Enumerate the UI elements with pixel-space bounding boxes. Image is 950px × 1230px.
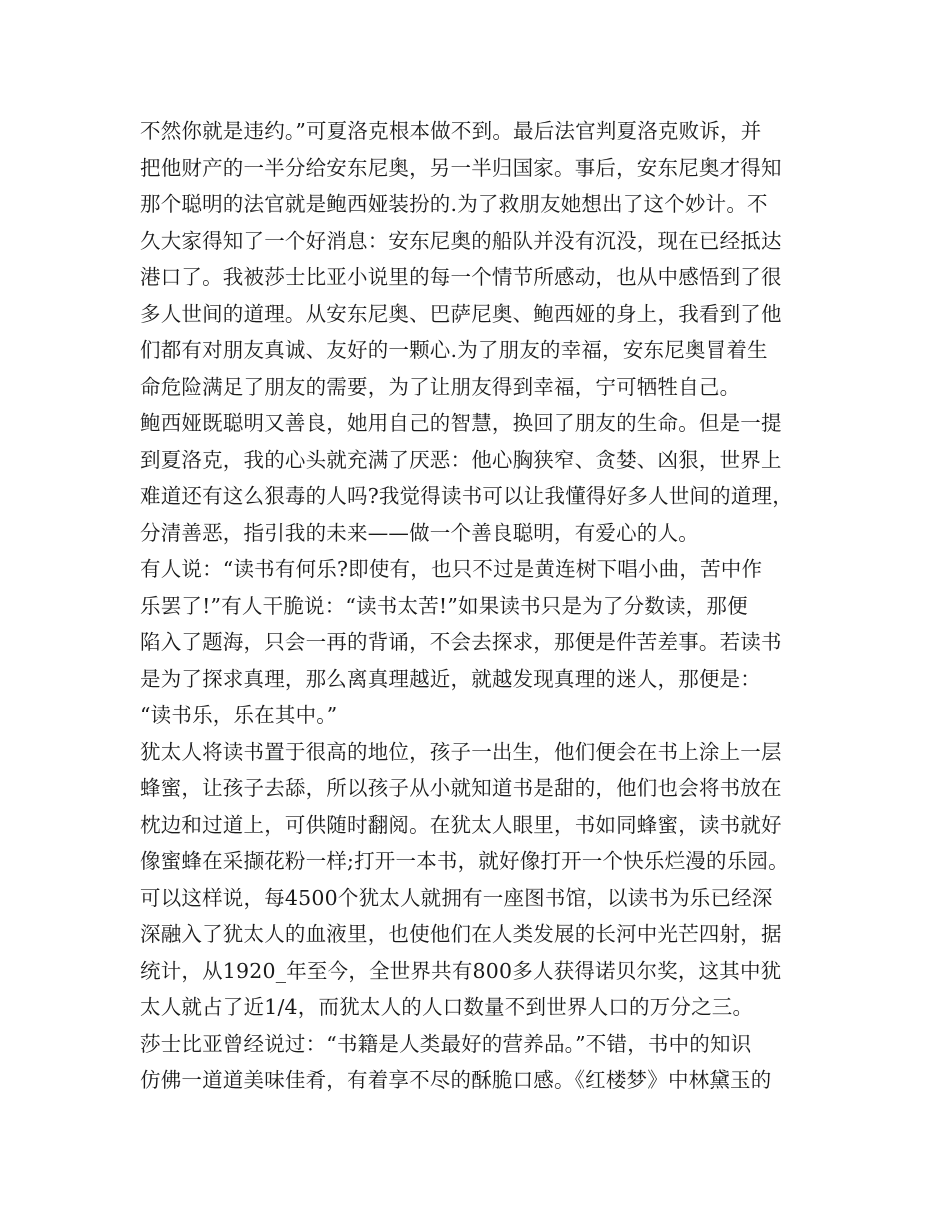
text-line: 那个聪明的法官就是鲍西娅装扮的.为了救朋友她想出了这个妙计。不	[140, 192, 768, 216]
text-line: 鲍西娅既聪明又善良，她用自己的智慧，换回了朋友的生命。但是一提	[140, 411, 782, 435]
text-line: 命危险满足了朋友的需要，为了让朋友得到幸福，宁可牺牲自己。	[140, 374, 741, 399]
text-line: 仿佛一道道美味佳肴，有着享不尽的酥脆口感。《红楼梦》中林黛玉的	[140, 1068, 772, 1092]
text-line: 有人说：“读书有何乐?即使有，也只不过是黄连树下唱小曲，苦中作	[140, 557, 763, 581]
text-line: “读书乐，乐在其中。”	[140, 703, 338, 727]
text-line: 难道还有这么狠毒的人吗?我觉得读书可以让我懂得好多人世间的道理，	[140, 484, 793, 508]
text-line: 分清善恶，指引我的未来——做一个善良聪明，有爱心的人。	[140, 520, 699, 545]
text-line: 枕边和过道上，可供随时翻阅。在犹太人眼里，书如同蜂蜜，读书就好	[140, 812, 782, 837]
text-line: 太人就占了近1/4，而犹太人的人口数量不到世界人口的万分之三。	[140, 995, 754, 1019]
text-line: 可以这样说，每4500个犹太人就拥有一座图书馆，以读书为乐已经深	[140, 885, 773, 910]
text-line: 陷入了题海，只会一再的背诵，不会去探求，那便是件苦差事。若读书	[140, 630, 782, 654]
text-line: 乐罢了!”有人干脆说：“读书太苦!”如果读书只是为了分数读，那便	[140, 593, 748, 618]
text-line: 不然你就是违约。”可夏洛克根本做不到。最后法官判夏洛克败诉，并	[140, 119, 762, 143]
text-line: 港口了。我被莎士比亚小说里的每一个情节所感动，也从中感悟到了很	[140, 265, 782, 289]
text-line: 莎士比亚曾经说过：“书籍是人类最好的营养品。”不错，书中的知识	[140, 1031, 752, 1056]
text-line: 久大家得知了一个好消息：安东尼奥的船队并没有沉没，现在已经抵达	[140, 228, 782, 253]
text-line: 像蜜蜂在采撷花粉一样;打开一本书，就好像打开一个快乐烂漫的乐园。	[140, 849, 789, 873]
body-text	[140, 113, 820, 1099]
text-line: 统计，从1920_年至今，全世界共有800多人获得诺贝尔奖，这其中犹	[140, 958, 782, 983]
text-line: 们都有对朋友真诚、友好的一颗心.为了朋友的幸福，安东尼奥冒着生	[140, 338, 768, 362]
text-line: 多人世间的道理。从安东尼奥、巴萨尼奥、鲍西娅的身上，我看到了他	[140, 301, 782, 326]
text-line: 把他财产的一半分给安东尼奥，另一半归国家。事后，安东尼奥才得知	[140, 155, 782, 180]
text-line: 深融入了犹太人的血液里，也使他们在人类发展的长河中光芒四射，据	[140, 922, 782, 946]
text-line: 到夏洛克，我的心头就充满了厌恶：他心胸狭窄、贪婪、凶狠，世界上	[140, 447, 782, 472]
text-line: 是为了探求真理，那么离真理越近，就越发现真理的迷人，那便是：	[140, 666, 761, 691]
text-line: 犹太人将读书置于很高的地位，孩子一出生，他们便会在书上涂上一层	[140, 739, 782, 764]
text-line: 蜂蜜，让孩子去舔，所以孩子从小就知道书是甜的，他们也会将书放在	[140, 776, 782, 800]
